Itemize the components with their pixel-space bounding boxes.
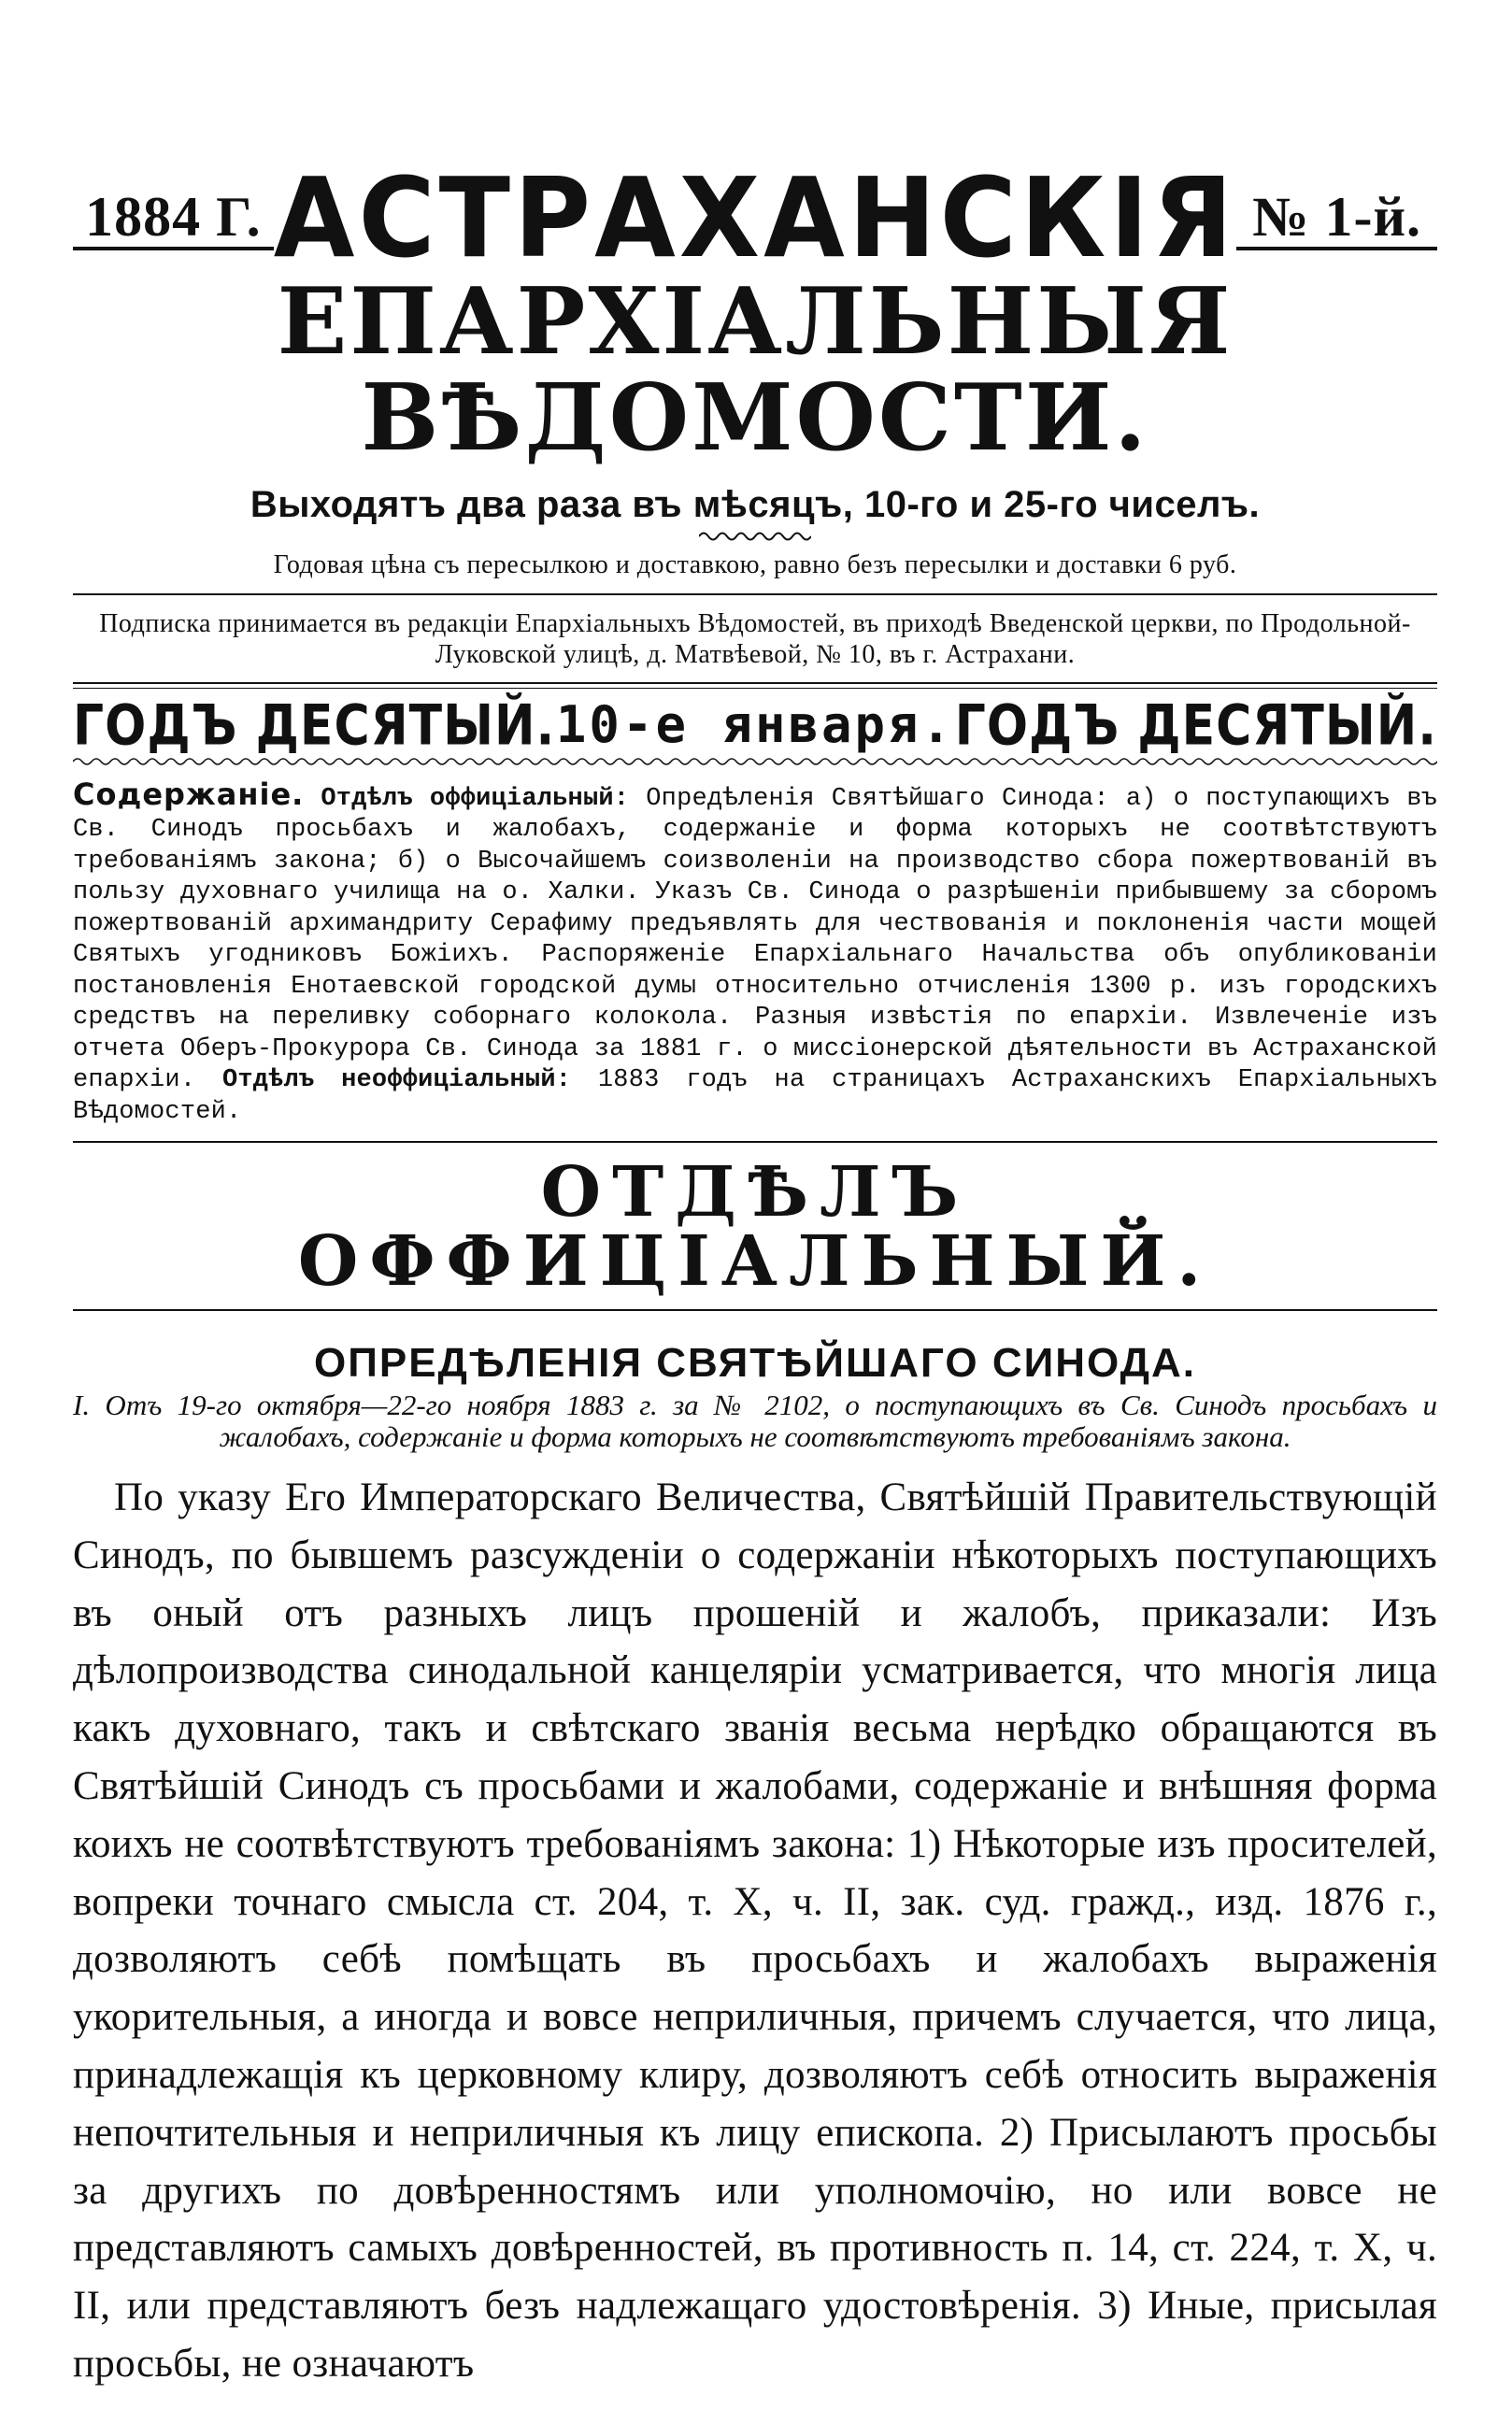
year-bar	[73, 693, 1437, 759]
year-label-right: ГОДЪ ДЕСЯТЫЙ.	[954, 693, 1437, 759]
issue-date: 10-е января.	[555, 694, 955, 754]
contents-official-label: Отдѣлъ оффиціальный:	[321, 784, 630, 813]
masthead-issue-number: № 1-й.	[1236, 189, 1437, 250]
masthead-year: 1884 Г.	[73, 189, 274, 250]
publication-frequency: Выходятъ два раза въ мѣсяцъ, 10-го и 25-го чиселъ.	[250, 483, 1261, 525]
contents-heading: Содержаніе.	[73, 776, 305, 812]
divider	[73, 1309, 1437, 1311]
divider	[73, 1141, 1437, 1143]
squiggle-ornament-icon	[699, 530, 811, 543]
contents-unofficial-label: Отдѣлъ неоффиціальный:	[221, 1066, 572, 1095]
decree-title: ОПРЕДѢЛЕНІЯ СВЯТѢЙШАГО СИНОДА.	[314, 1340, 1196, 1387]
decree-subtitle: I. Отъ 19-го октября—22-го ноября 1883 г. за № 2102, о поступающихъ въ Св. Синодъ просьбахъ и жалобахъ, содержаніе и форма которыхъ не соотвѣтствуютъ требованіямъ закона.	[73, 1389, 1437, 1453]
decree-body-text: По указу Его Императорскаго Величества, Святѣйшій Правительствующій Синодъ, по бывшемъ разсужденіи о содержаніи нѣкоторыхъ поступающихъ въ оный отъ разныхъ лицъ прошеній и жалобъ, приказали: Изъ дѣлопроизводства синодальной канцеляріи усматривается, что многія лица какъ духовнаго, такъ и свѣтскаго званія весьма нерѣдко обращаются въ Святѣйшій Синодъ съ просьбами и жалобами, содержаніе и внѣшняя форма коихъ не соотвѣтствуютъ требованіямъ закона: 1) Нѣкоторые изъ просителей, вопреки точнаго смысла ст. 204, т. X, ч. II, зак. суд. гражд., изд. 1876 г., дозволяютъ себѣ помѣщать въ просьбахъ и жалобахъ выраженія укорительныя, а иногда и вовсе неприличныя, причемъ случается, что лица, принадлежащія къ церковному клиру, дозволяютъ себѣ относить выраженія непочтительныя и неприличныя къ лицу епископа. 2) Присылаютъ просьбы за другихъ по довѣренностямъ или уполномочію, но или вовсе не представляютъ самыхъ довѣренностей, въ противность п. 14, ст. 224, т. X, ч. II, или представляютъ безъ надлежащаго удостовѣренія. 3) Иные, присылая просьбы, не означаютъ	[73, 1475, 1437, 2387]
table-of-contents	[73, 777, 1437, 1128]
contents-official-text: Опредѣленія Святѣйшаго Синода: а) о поступающихъ въ Св. Синодъ просьбахъ и жалобахъ, содержаніе и форма которыхъ не соотвѣтствуютъ требованіямъ закона; б) о Высочайшемъ соизволеніи на производство сбора пожертвованій въ пользу духовнаго училища на о. Халки. Указъ Св. Синода о разрѣшеніи прибывшему за сборомъ пожертвованій архимандриту Серафиму предъявлять для чествованія и поклоненія части мощей Святыхъ угодниковъ Божіихъ. Распоряженіе Епархіальнаго Начальства объ опубликованіи постановленія Енотаевской городской думы относительно отчисленія 1300 р. изъ городскихъ средствъ на переливку соборнаго колокола. Разныя извѣстія по епархіи. Извлеченіе изъ отчета Оберъ-Прокурора Св. Синода за 1881 г. о миссіонерской дѣятельности въ Астраханской епархіи.	[73, 784, 1438, 1095]
masthead-subtitle: ЕПАРХІАЛЬНЫЯ ВѢДОМОСТИ.	[277, 268, 1234, 472]
divider	[73, 682, 1437, 689]
masthead-title: АСТРАХАНСКІЯ	[273, 154, 1237, 283]
section-title: ОТДѢЛЪ ОФФИЦІАЛЬНЫЙ.	[297, 1152, 1213, 1303]
year-label-left: ГОДЪ ДЕСЯТЫЙ.	[73, 693, 556, 759]
divider	[73, 593, 1437, 595]
masthead	[73, 140, 1437, 283]
subscription-info: Подписка принимается въ редакціи Епархіальныхъ Вѣдомостей, въ приходѣ Введенской церкви, по Продольной-Луковской улицѣ, д. Матвѣевой, № 10, въ г. Астрахани.	[99, 608, 1411, 670]
annual-price: Годовая цѣна съ пересылкою и доставкою, равно безъ пересылки и доставки 6 руб.	[273, 549, 1237, 579]
contents-unofficial-text: 1883 годъ на страницахъ Астраханскихъ Епархіальныхъ Вѣдомостей.	[73, 1066, 1438, 1126]
